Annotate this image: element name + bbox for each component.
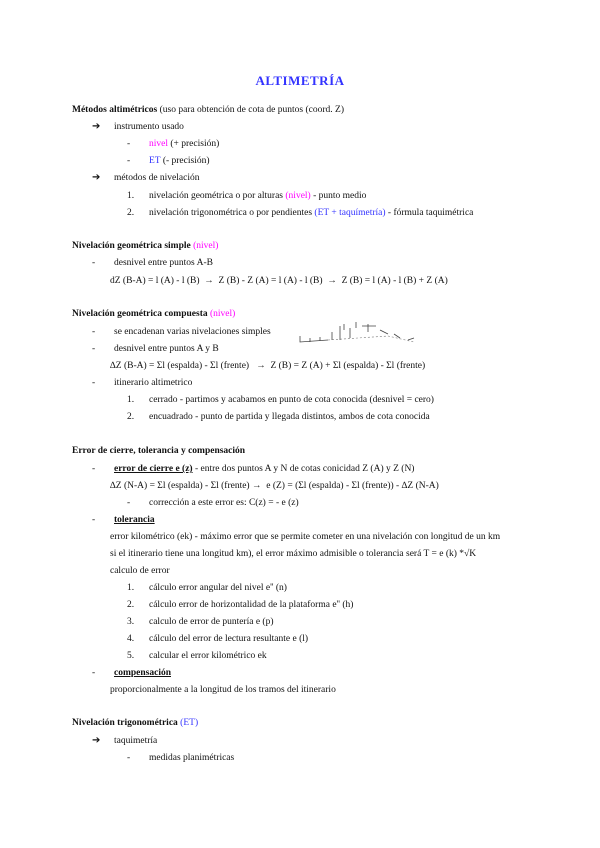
bullet-desnivel-ayb: - desnivel entre puntos A y B — [92, 344, 219, 354]
bullet-metodos: ➔ métodos de nivelación — [92, 172, 200, 183]
bullet-nivel: - nivel (+ precisión) — [127, 139, 220, 149]
bullet-itinerario: - itinerario altimetrico — [92, 378, 193, 388]
dash-marker: - — [127, 139, 131, 149]
list-item-calc-3: 3. calculo de error de puntería e (p) — [127, 617, 274, 627]
tolerancia-text-2: si el itinerario tiene una longitud km), el error máximo admisible o tolerancia será T = e (k) *√K — [110, 549, 477, 559]
dash-marker: - — [92, 668, 96, 678]
dash-marker: - — [127, 156, 131, 166]
list-item-metodo-2: 2. nivelación trigonométrica o por pendientes (ET + taquímetría) - fórmula taquimétrica — [127, 208, 474, 218]
bullet-desnivel-ab: - desnivel entre puntos A-B — [92, 258, 213, 268]
tolerancia-text-1: error kilométrico (ek) - máximo error que se permite cometer en una nivelación con longitud de un km — [110, 532, 501, 542]
section-simple-heading: Nivelación geométrica simple (nivel) — [72, 241, 219, 251]
arrow-icon: ➔ — [92, 735, 101, 746]
arrow-right-icon: → — [327, 276, 337, 286]
bullet-taquimetria: ➔ taquimetría — [92, 735, 158, 746]
dash-marker: - — [127, 498, 131, 508]
list-item-cerrado: 1. cerrado - partimos y acabamos en punto de cota conocida (desnivel = cero) — [127, 395, 434, 405]
dash-marker: - — [127, 753, 131, 763]
dash-marker: - — [92, 258, 96, 268]
dash-marker: - — [92, 344, 96, 354]
list-item-calc-1: 1. cálculo error angular del nivel e'' (n) — [127, 583, 287, 593]
arrow-right-icon: → — [256, 361, 266, 371]
list-item-encuadrado: 2. encuadrado - punto de partida y llegada distintos, ambos de cota conocida — [127, 412, 430, 422]
section-metodos-heading: Métodos altimétricos (uso para obtención de cota de puntos (coord. Z) — [72, 105, 344, 115]
list-item-calc-4: 4. cálculo del error de lectura resultante e (l) — [127, 634, 309, 644]
dash-marker: - — [92, 464, 96, 474]
list-item-calc-2: 2. cálculo error de horizontalidad de la plataforma e'' (h) — [127, 600, 354, 610]
bullet-error-cierre: - error de cierre e (z) - entre dos puntos A y N de cotas conicidad Z (A) y Z (N) — [92, 464, 415, 474]
bullet-tolerancia: - tolerancia — [92, 515, 155, 525]
formula-compuesta: ∆Z (B-A) = Σl (espalda) - Σl (frente) → Z (B) = Z (A) + Σl (espalda) - Σl (frente) — [110, 361, 426, 371]
page-title: ALTIMETRÍA — [255, 73, 345, 88]
dash-marker: - — [92, 378, 96, 388]
bullet-correccion: - corrección a este error es: C(z) = - e (z) — [127, 498, 299, 508]
bullet-encadenan: - se encadenan varias nivelaciones simples — [92, 327, 271, 337]
section-error-heading: Error de cierre, tolerancia y compensación — [72, 446, 246, 456]
bullet-compensacion: - compensación — [92, 668, 171, 678]
arrow-right-icon: → — [204, 276, 214, 286]
formula-simple: dZ (B-A) = l (A) - l (B) → Z (B) - Z (A) = l (A) - l (B) → Z (B) = l (A) - l (B) + Z (A) — [110, 276, 448, 286]
dash-marker: - — [92, 515, 96, 525]
arrow-right-icon: → — [251, 481, 262, 491]
bullet-planimetricas: - medidas planimétricas — [127, 753, 235, 763]
bullet-et: - ET (- precisión) — [127, 156, 210, 166]
list-item-metodo-1: 1. nivelación geométrica o por alturas (nivel) - punto medio — [127, 191, 367, 201]
leveling-sketch-figure — [298, 318, 418, 346]
section-compuesta-heading: Nivelación geométrica compuesta (nivel) — [72, 309, 236, 319]
formula-error: ∆Z (N-A) = Σl (espalda) - Σl (frente) → e (Z) = (Σl (espalda) - Σl (frente)) - ∆Z (N-A) — [110, 481, 439, 491]
arrow-icon: ➔ — [92, 121, 101, 132]
compensacion-text: proporcionalmente a la longitud de los tramos del itinerario — [110, 685, 336, 695]
bullet-instrumento: ➔ instrumento usado — [92, 121, 184, 132]
list-item-calc-5: 5. calcular el error kilométrico ek — [127, 651, 267, 661]
tolerancia-text-3: calculo de error — [110, 566, 170, 576]
section-trigonometrica-heading: Nivelación trigonométrica (ET) — [72, 718, 199, 728]
dash-marker: - — [92, 327, 96, 337]
arrow-icon: ➔ — [92, 172, 101, 183]
